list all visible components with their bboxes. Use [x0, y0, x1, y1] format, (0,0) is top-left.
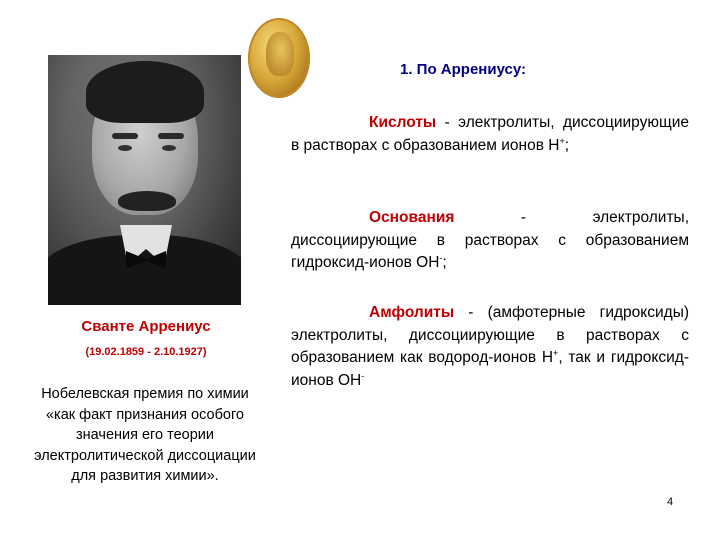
term-ampholytes: Амфолиты [369, 304, 455, 321]
definition-text: электролиты, диссоциирующие в растворах с образованием ионов Н [291, 114, 689, 154]
definition-acids: Кислоты - электролиты, диссоциирующие в растворах с образованием ионов Н+; [291, 114, 689, 154]
definition-text: электролиты, диссоциирующие в растворах с образованием гидроксид-ионов ОН [291, 209, 689, 271]
scientist-name: Сванте Аррениус [81, 318, 211, 335]
scientist-dates: (19.02.1859 - 2.10.1927) [85, 346, 207, 358]
medal-portrait-relief [266, 32, 294, 76]
term-acids: Кислоты [369, 114, 437, 131]
definition-ampholytes: Амфолиты - (амфотерные гидроксиды) электролиты, диссоциирующие в растворах с образованием как водород-ионов Н+, так и гидроксид-ионов ОН- [291, 304, 689, 389]
definition-bases: Основания - электролиты, диссоциирующие в растворах с образованием гидроксид-ионов ОН-; [291, 209, 689, 271]
nobel-prize-citation: Нобелевская премия по химии «как факт признания особого значения его теории электролитической диссоциации для развития химии». [34, 386, 256, 484]
definition-text: (амфотерные гидроксиды) электролиты, диссоциирующие в растворах с образованием как водород-ионов Н [291, 304, 689, 366]
term-bases: Основания [369, 209, 455, 226]
page-number: 4 [667, 496, 674, 508]
arrhenius-portrait-photo [48, 55, 241, 305]
nobel-medal-image [248, 18, 310, 98]
section-heading: 1. По Аррениусу: [400, 61, 527, 78]
